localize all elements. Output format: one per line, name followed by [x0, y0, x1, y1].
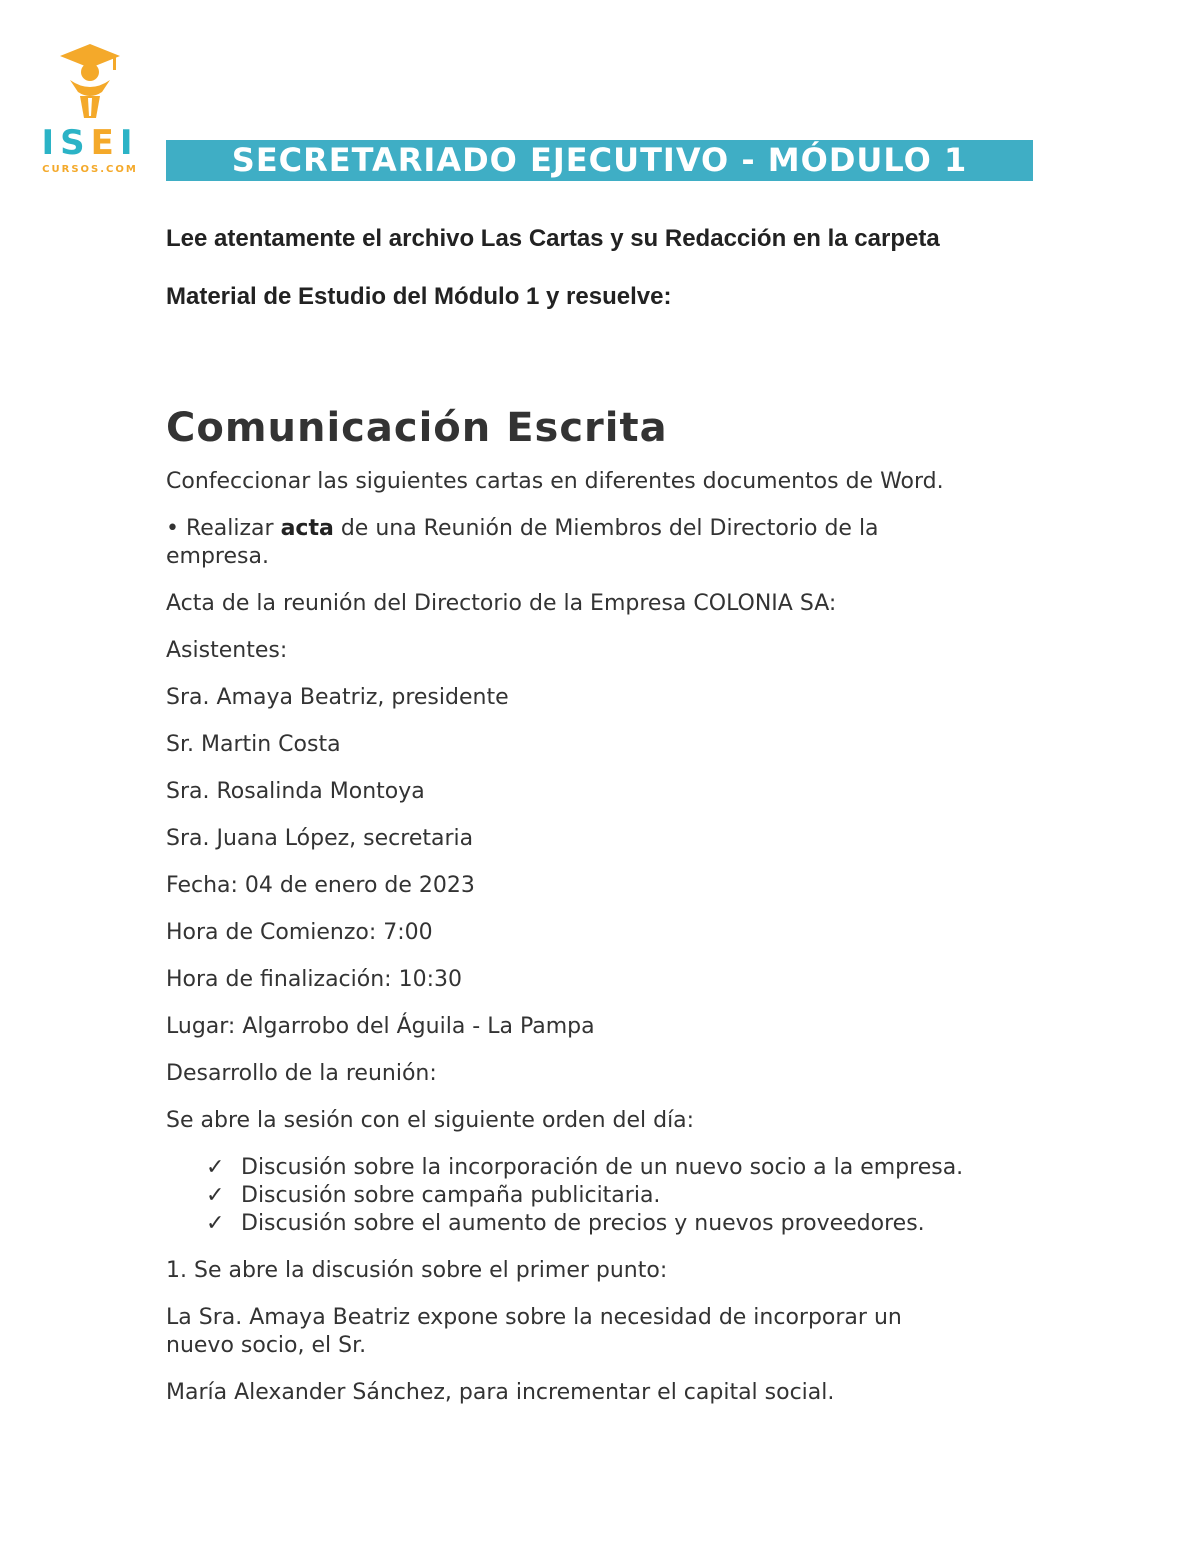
agenda-item	[206, 1154, 1046, 1182]
check-icon: ✓	[206, 1183, 225, 1208]
module-banner: SECRETARIADO EJECUTIVO - MÓDULO 1	[166, 140, 1033, 181]
logo-subtitle: CURSOS.COM	[42, 164, 138, 175]
task-prefix: • Realizar	[166, 516, 281, 541]
intro-paragraph: Confeccionar las siguientes cartas en diferentes documentos de Word.	[166, 469, 944, 494]
paragraph-2: María Alexander Sánchez, para incrementar el capital social.	[166, 1380, 835, 1405]
meeting-date: Fecha: 04 de enero de 2023	[166, 873, 475, 898]
agenda-item	[206, 1210, 1046, 1238]
document-body	[166, 222, 1046, 1407]
task-paragraph	[166, 515, 1046, 571]
instruction-line-1: Lee atentamente el archivo Las Cartas y su Redacción en la carpeta	[166, 225, 940, 252]
paragraph-1-line-1: La Sra. Amaya Beatriz expone sobre la necesidad de incorporar un	[166, 1305, 902, 1330]
point-1: 1. Se abre la discusión sobre el primer punto:	[166, 1258, 668, 1283]
attendees-label: Asistentes:	[166, 638, 288, 663]
logo-wordmark	[40, 124, 140, 162]
logo-name: ISEI	[41, 123, 139, 163]
acta-title: Acta de la reunión del Directorio de la Empresa COLONIA SA:	[166, 591, 837, 616]
isei-logo	[40, 40, 140, 175]
task-bold-word: acta	[280, 516, 334, 541]
instruction-line-2: Material de Estudio del Módulo 1 y resuelve:	[166, 283, 672, 310]
end-time: Hora de finalización: 10:30	[166, 967, 462, 992]
agenda-item-text: Discusión sobre la incorporación de un nuevo socio a la empresa.	[241, 1155, 964, 1180]
paragraph-1-line-2: nuevo socio, el Sr.	[166, 1333, 367, 1358]
check-icon: ✓	[206, 1155, 225, 1180]
section-heading: Comunicación Escrita	[166, 405, 668, 451]
attendee-3: Sra. Rosalinda Montoya	[166, 779, 425, 804]
agenda-item	[206, 1182, 1046, 1210]
development-label: Desarrollo de la reunión:	[166, 1061, 437, 1086]
start-time: Hora de Comienzo: 7:00	[166, 920, 433, 945]
graduate-icon	[58, 42, 122, 120]
agenda-intro: Se abre la sesión con el siguiente orden del día:	[166, 1108, 695, 1133]
agenda-item-text: Discusión sobre campaña publicitaria.	[241, 1183, 661, 1208]
check-icon: ✓	[206, 1211, 225, 1236]
paragraph-1	[166, 1304, 1046, 1360]
agenda-list	[166, 1154, 1046, 1238]
agenda-item-text: Discusión sobre el aumento de precios y nuevos proveedores.	[241, 1211, 925, 1236]
attendee-4: Sra. Juana López, secretaria	[166, 826, 474, 851]
attendee-2: Sr. Martin Costa	[166, 732, 341, 757]
task-suffix: de una Reunión de Miembros del Directorio de la	[333, 516, 879, 541]
attendee-1: Sra. Amaya Beatriz, presidente	[166, 685, 509, 710]
task-continuation: empresa.	[166, 544, 269, 569]
meeting-place: Lugar: Algarrobo del Águila - La Pampa	[166, 1014, 595, 1039]
logo-letter-e: E	[90, 123, 120, 163]
